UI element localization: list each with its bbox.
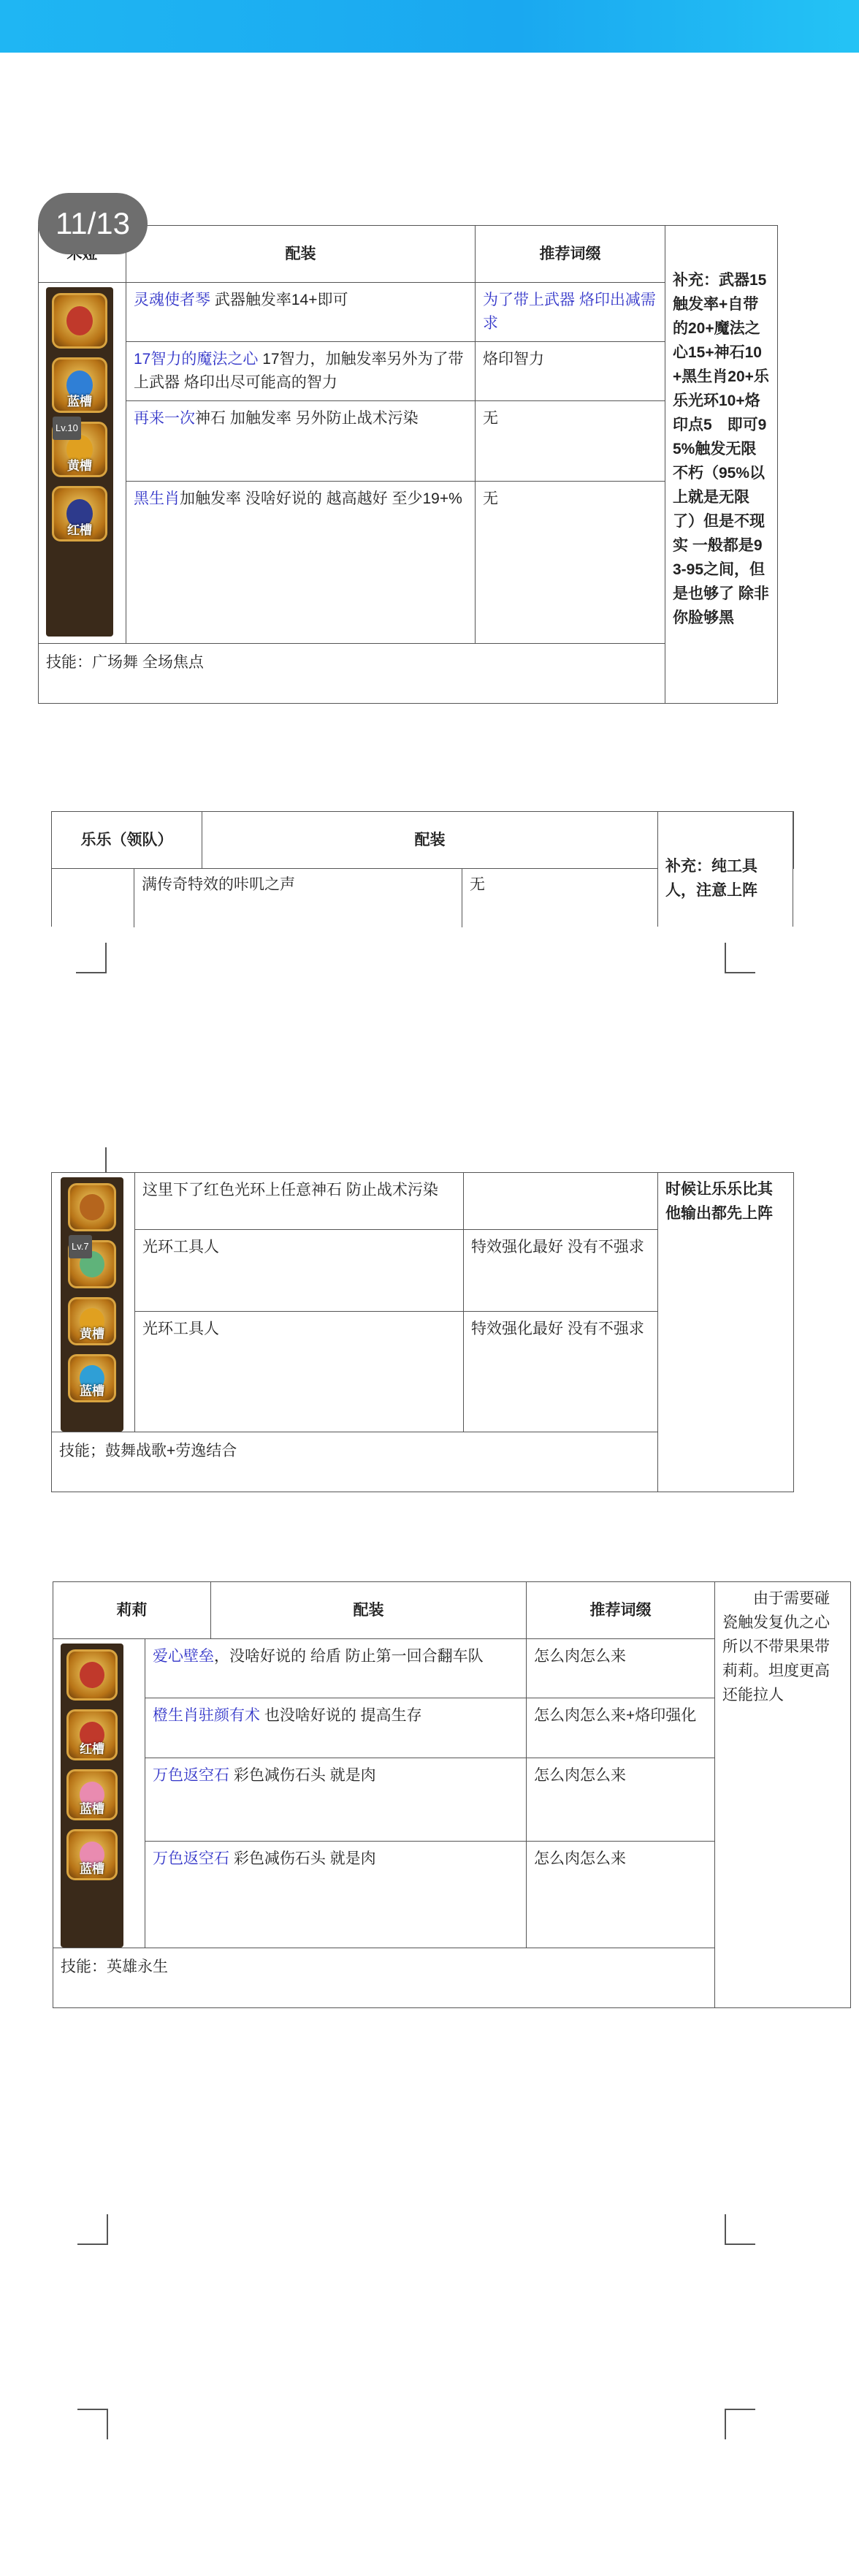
top-status-bar — [0, 0, 859, 53]
equip-cell: 满传奇特效的咔叽之声 — [134, 869, 462, 927]
crop-mark — [725, 943, 755, 973]
gem-icon-column — [39, 283, 126, 644]
affix-cell — [464, 1173, 658, 1230]
gem-strip — [46, 287, 113, 637]
blue-slot-icon: 蓝槽 — [66, 1829, 118, 1880]
equip-name: 17智力的魔法之心 — [134, 351, 259, 368]
lele-row1 — [51, 868, 657, 927]
supplement-note: 时候让乐乐比其他输出都先上阵 — [658, 1173, 794, 1492]
blue-slot-icon: 蓝槽 — [52, 357, 107, 413]
equip-cell — [145, 1639, 527, 1698]
affix-cell: 怎么肉怎么来 — [527, 1842, 715, 1948]
equip-desc: 武器触发率14+即可 — [210, 292, 348, 308]
red-slot-icon: 红槽 — [66, 1709, 118, 1760]
equip-name: 万色返空石 — [153, 1850, 229, 1868]
affix-cell: 无 — [476, 401, 665, 482]
equip-header: 配装 — [202, 812, 658, 869]
supplement-note: 补充：纯工具人，注意上阵 — [665, 858, 757, 899]
supplement-note: 补充：武器15触发率+自带的20+魔法之心15+神石10+黑生肖20+乐乐光环10+烙印点5 即可95%触发无限不朽（95%以上就是无限了）但是不现实 一般都是93-95之间，但是也够了 除非你脸够黑 — [665, 226, 778, 704]
affix-cell: 怎么肉怎么来 — [527, 1758, 715, 1842]
crop-mark — [76, 1147, 107, 1174]
gem-strip — [61, 1644, 123, 1948]
equip-cell — [145, 1758, 527, 1842]
equip-desc: 17智力，加触发率另外为了带上武器 烙印出尽可能高的智力 — [134, 351, 464, 391]
affix-cell: 无 — [470, 876, 485, 893]
skill-row: 技能：广场舞 全场焦点 — [39, 644, 665, 704]
yellow-slot-icon: Lv.10 黄槽 — [52, 422, 107, 477]
blue-slot-icon: 蓝槽 — [66, 1769, 118, 1820]
equip-desc: 也没啥好说的 提高生存 — [260, 1707, 422, 1725]
equip-header: 配装 — [126, 226, 476, 283]
halo-stone-icon: Lv.7 — [68, 1240, 116, 1288]
table-mia — [38, 225, 778, 704]
equip-desc: 加触发率 没啥好说的 越高越好 至少19+% — [180, 490, 462, 507]
affix-cell: 烙印智力 — [476, 342, 665, 401]
affix-cell: 怎么肉怎么来+烙印强化 — [527, 1698, 715, 1758]
equip-name: 橙生肖驻颜有术 — [153, 1707, 260, 1725]
equip-cell: 光环工具人 — [135, 1229, 464, 1311]
equip-name: 万色返空石 — [153, 1766, 229, 1784]
crop-mark — [725, 2409, 755, 2439]
table-lili — [53, 1581, 851, 2008]
skill-row: 技能；鼓舞战歌+劳逸结合 — [52, 1432, 658, 1492]
equip-desc: 彩色减伤石头 就是肉 — [229, 1766, 376, 1784]
affix-header: 推荐词缀 — [527, 1582, 715, 1639]
affix-header: 推荐词缀 — [476, 226, 665, 283]
gem-strip — [61, 1177, 123, 1432]
character-name: 莉莉 — [53, 1582, 211, 1639]
equip-cell — [145, 1842, 527, 1948]
table-lele-continued — [51, 1172, 794, 1492]
red-slot-icon: 红槽 — [52, 486, 107, 542]
equip-header: 配装 — [211, 1582, 527, 1639]
crop-mark — [77, 2214, 108, 2245]
equip-cell: 这里下了红色光环上任意神石 防止战术污染 — [135, 1173, 464, 1230]
affix-cell: 特效强化最好 没有不强求 — [464, 1311, 658, 1432]
gem-icon-column — [53, 1639, 145, 1948]
crop-mark — [725, 2214, 755, 2245]
affix-cell: 为了带上武器 烙印出减需求 — [476, 283, 665, 342]
equip-cell — [126, 283, 476, 342]
equip-cell — [126, 401, 476, 482]
equip-desc: 神石 加触发率 另外防止战术污染 — [195, 410, 419, 427]
yellow-slot-icon: 黄槽 — [68, 1297, 116, 1345]
equip-cell — [126, 342, 476, 401]
equip-desc: 彩色减伤石头 就是肉 — [229, 1850, 376, 1868]
equip-name: 爱心壁垒 — [153, 1648, 214, 1665]
skill-row: 技能：英雄永生 — [53, 1948, 715, 2008]
character-name: 乐乐（领队） — [52, 812, 202, 869]
equip-desc: ，没啥好说的 给盾 防止第一回合翻车队 — [214, 1648, 484, 1665]
equip-cell — [145, 1698, 527, 1758]
lele-note-box — [657, 811, 793, 927]
equip-icon — [68, 1183, 116, 1231]
affix-cell: 怎么肉怎么来 — [527, 1639, 715, 1698]
equip-name: 灵魂使者琴 — [134, 292, 210, 308]
weapon-icon — [52, 293, 107, 349]
equip-name: 黑生肖 — [134, 490, 180, 507]
gem-icon-column — [52, 1173, 135, 1432]
crop-mark — [76, 943, 107, 973]
equip-cell — [126, 482, 476, 644]
equip-cell: 光环工具人 — [135, 1311, 464, 1432]
blue-slot-icon: 蓝槽 — [68, 1354, 116, 1402]
supplement-note: 由于需要碰瓷触发复仇之心所以不带果果带莉莉。坦度更高还能拉人 — [715, 1582, 851, 2008]
heart-equip-icon — [66, 1649, 118, 1701]
page-indicator: 11/13 — [38, 193, 148, 254]
affix-cell: 特效强化最好 没有不强求 — [464, 1229, 658, 1311]
affix-cell: 无 — [476, 482, 665, 644]
crop-mark — [77, 2409, 108, 2439]
equip-name: 再来一次 — [134, 410, 195, 427]
